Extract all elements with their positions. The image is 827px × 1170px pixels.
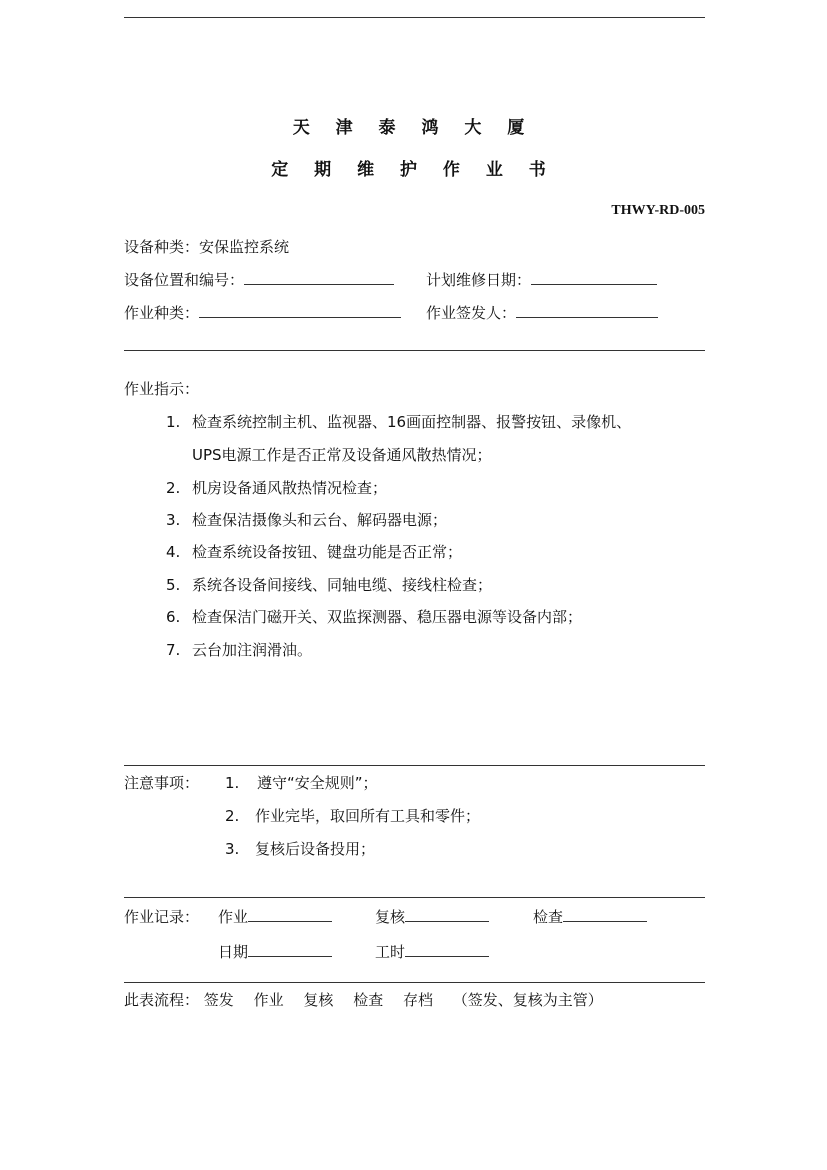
plan-date-blank — [531, 270, 657, 285]
record-review-blank — [405, 907, 489, 922]
issuer-field — [426, 302, 658, 323]
location-blank — [244, 270, 394, 285]
document-title: 定 期 维 护 作 业 书 — [271, 160, 556, 180]
issuer-blank — [516, 303, 658, 318]
flow-note: （签发、复核为主管） — [452, 991, 603, 1009]
instruction-item: 2. 机房设备通风散热情况检查； — [166, 479, 388, 497]
location-field — [124, 269, 394, 290]
record-date-blank — [248, 942, 332, 957]
location-label: 设备位置和编号： — [124, 271, 245, 289]
plan-date-field — [426, 269, 657, 290]
record-check-blank — [563, 907, 647, 922]
section-rule-2 — [124, 765, 705, 766]
top-rule — [124, 17, 705, 18]
note-item: 2. 作业完毕，取回所有工具和零件； — [225, 807, 481, 825]
section-rule-1 — [124, 350, 705, 351]
work-type-label: 作业种类： — [124, 304, 200, 322]
record-hours: 工时 — [375, 941, 489, 962]
equipment-type: 设备种类：安保监控系统 — [124, 238, 290, 256]
record-heading: 作业记录： — [124, 908, 200, 926]
section-rule-4 — [124, 982, 705, 983]
flow-step: 检查 — [353, 991, 384, 1009]
record-review: 复核 — [375, 906, 489, 927]
record-date: 日期 — [218, 941, 332, 962]
record-work-blank — [248, 907, 332, 922]
flow-label: 此表流程： — [124, 991, 200, 1009]
document-number: THWY-RD-005 — [611, 203, 705, 218]
notes-heading: 注意事项： — [124, 774, 200, 792]
section-rule-3 — [124, 897, 705, 898]
work-type-field — [124, 302, 401, 323]
work-type-blank — [199, 303, 401, 318]
record-hours-blank — [405, 942, 489, 957]
issuer-label: 作业签发人： — [426, 304, 517, 322]
company-name: 天 津 泰 鸿 大 厦 — [292, 118, 535, 138]
record-work: 作业 — [218, 906, 332, 927]
flow-step: 存档 — [402, 991, 433, 1009]
flow-step: 作业 — [253, 991, 284, 1009]
flow-step: 签发 — [203, 991, 234, 1009]
instruction-item: 7. 云台加注润滑油。 — [166, 641, 313, 659]
note-item: 3. 复核后设备投用； — [225, 840, 376, 858]
instructions-heading: 作业指示： — [124, 380, 200, 398]
note-item: 1. 遵守“安全规则”； — [225, 774, 378, 792]
instruction-item: 5. 系统各设备间接线、同轴电缆、接线柱检查； — [166, 576, 493, 594]
plan-date-label: 计划维修日期： — [426, 271, 532, 289]
instruction-item: UPS电源工作是否正常及设备通风散热情况； — [192, 446, 492, 464]
process-flow — [124, 989, 618, 1010]
instruction-item: 4. 检查系统设备按钮、键盘功能是否正常； — [166, 543, 463, 561]
record-check: 检查 — [533, 906, 647, 927]
instruction-item: 3. 检查保洁摄像头和云台、解码器电源； — [166, 511, 448, 529]
flow-step: 复核 — [303, 991, 334, 1009]
instruction-item: 6. 检查保洁门磁开关、双监探测器、稳压器电源等设备内部； — [166, 608, 583, 626]
instruction-item: 1. 检查系统控制主机、监视器、16画面控制器、报警按钮、录像机、 — [166, 413, 632, 431]
